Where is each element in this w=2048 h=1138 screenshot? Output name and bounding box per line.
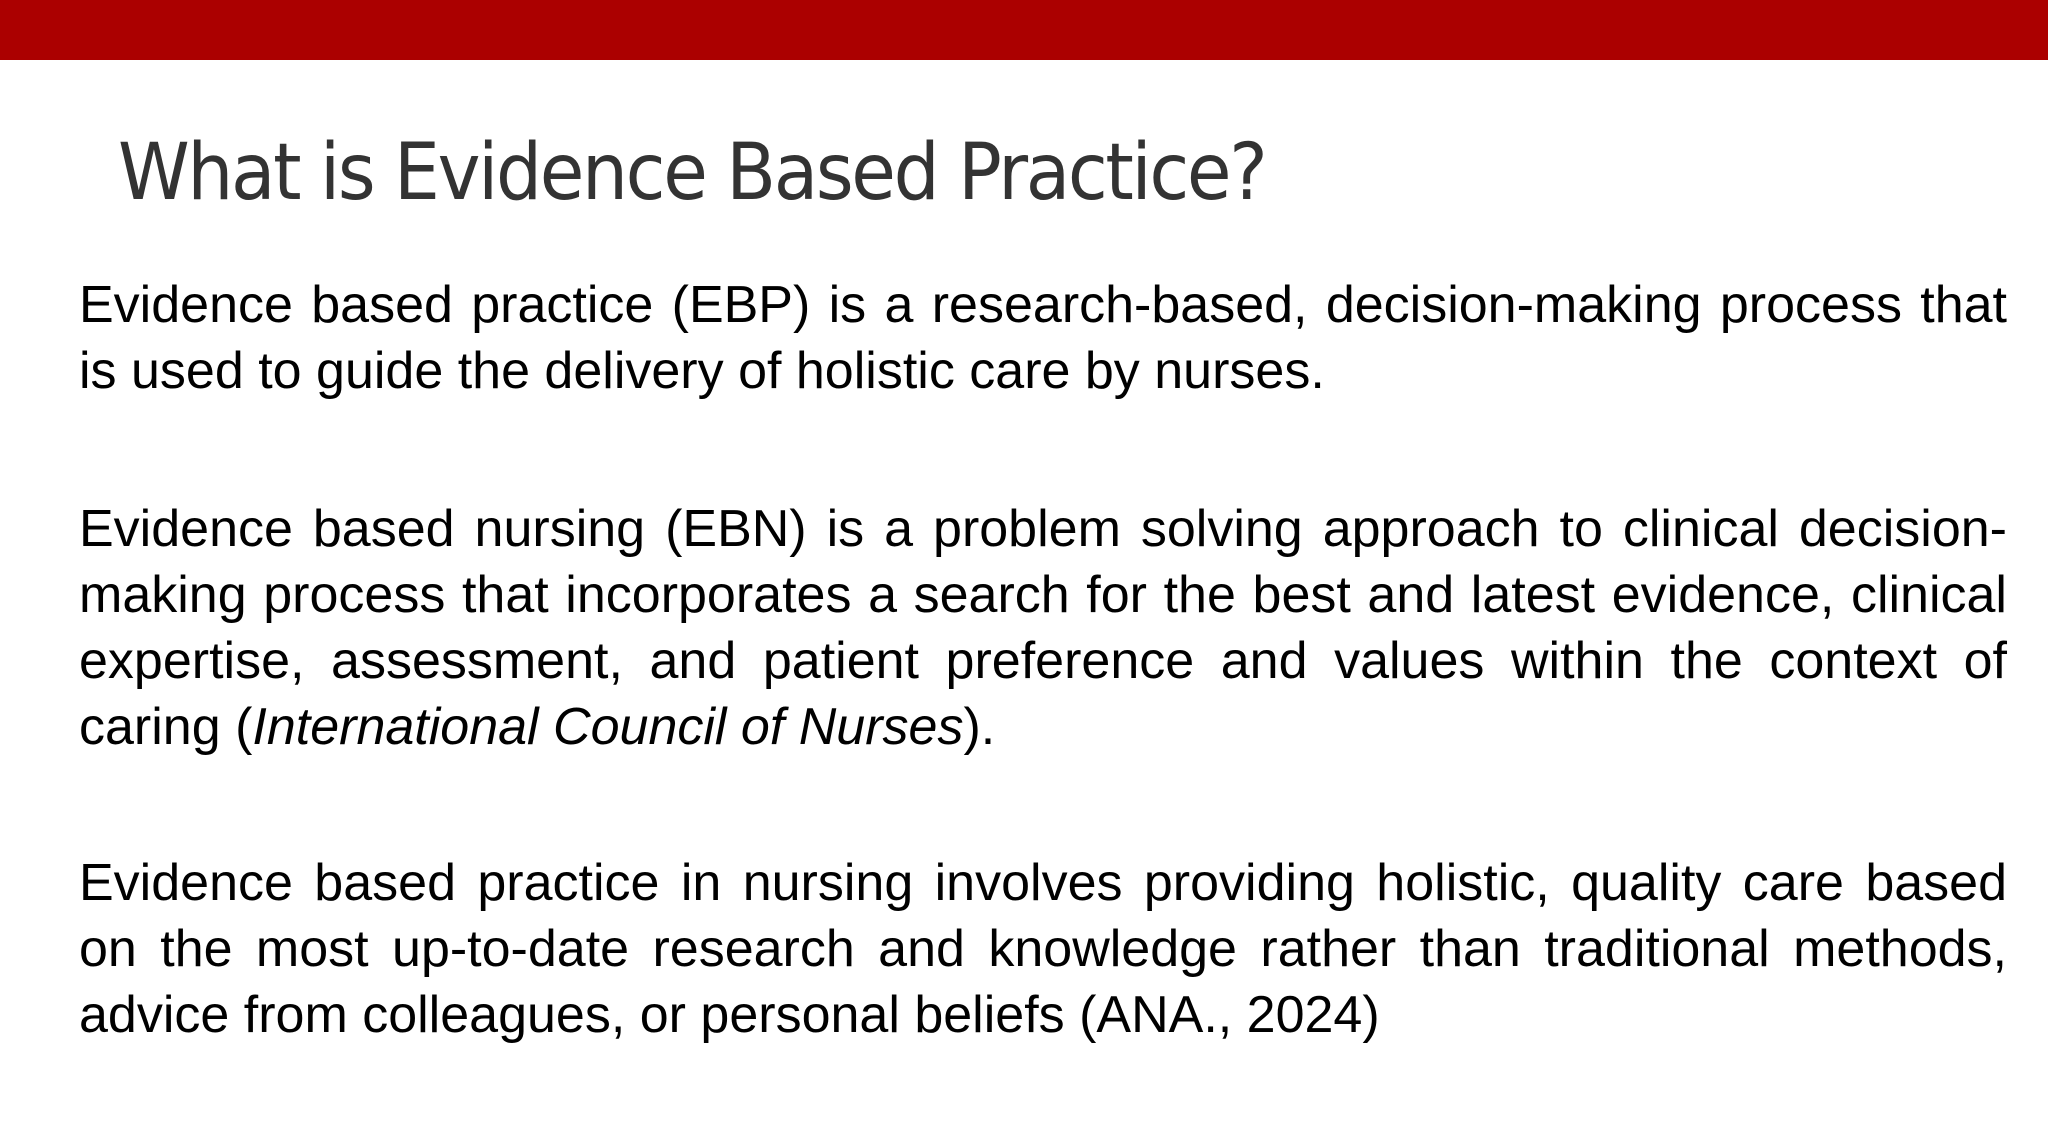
paragraph-ebn-text: Evidence based nursing (EBN) is a problem solving approach to clinical decision-making process that incorporates a search for the best and latest evidence, clinical expertise, assessment, and patient preference and values within the context of caring ( bbox=[79, 500, 2007, 756]
paragraph-ebp-definition: Evidence based practice (EBP) is a research-based, decision-making process that is used to guide the delivery of holistic care by nurses. bbox=[79, 276, 2007, 400]
citation-icn: International Council of Nurses bbox=[252, 698, 964, 756]
paragraph-ebn-definition bbox=[79, 496, 2007, 760]
paragraph-ebp-in-nursing: Evidence based practice in nursing involves providing holistic, quality care based on the most up-to-date research and knowledge rather than traditional methods, advice from colleagues, or personal beliefs (ANA., 2024) bbox=[79, 854, 2007, 1044]
slide-title: What is Evidence Based Practice? bbox=[118, 128, 1266, 218]
header-accent-bar bbox=[0, 0, 2048, 60]
paragraph-ebn-closing: ). bbox=[963, 698, 996, 756]
